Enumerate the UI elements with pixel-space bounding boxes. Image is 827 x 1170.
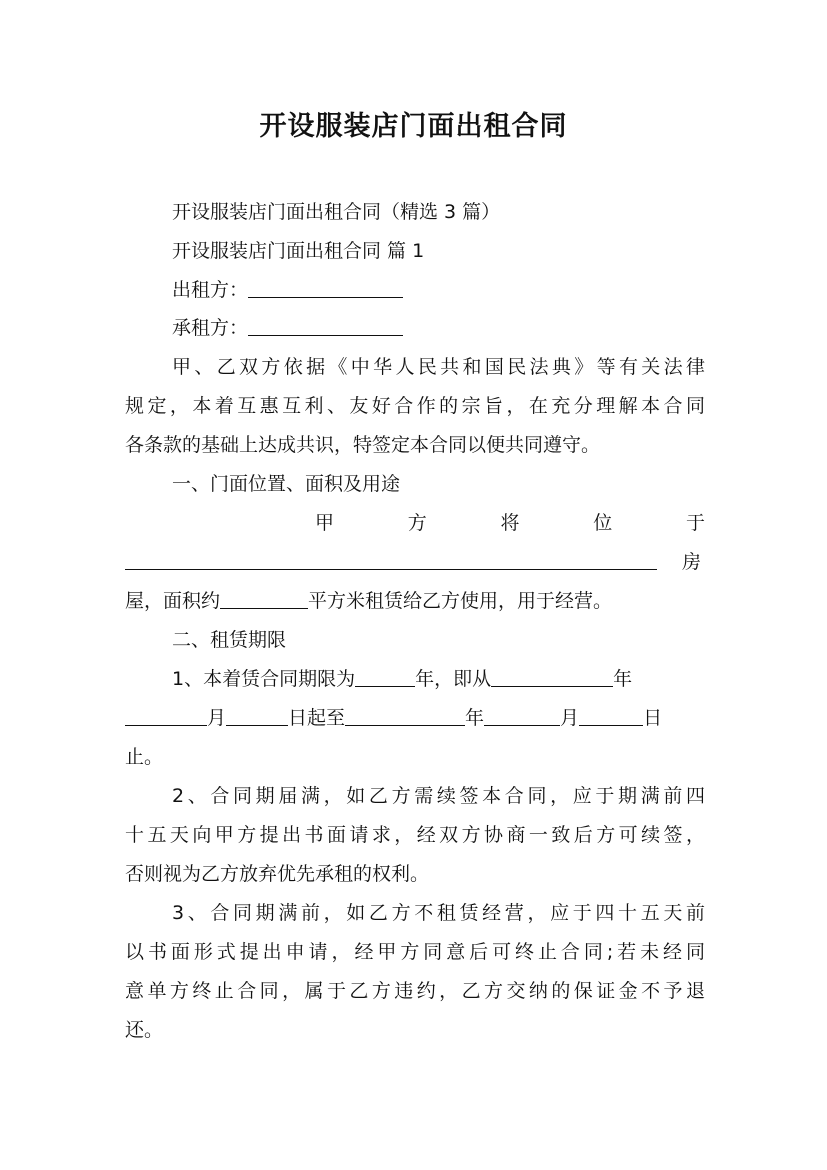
section-2-heading: 二、租赁期限: [172, 629, 287, 651]
document-title: 开设服装店门面出租合同: [259, 111, 568, 142]
intro-line-3: 各条款的基础上达成共识，特签定本合同以便共同遵守。: [125, 434, 601, 456]
years-blank: [355, 666, 415, 687]
term-line-2: [125, 704, 662, 732]
termination-line-1: 3、合同期满前，如乙方不租赁经营，应于四十五天前: [172, 902, 705, 924]
chapter-line: 开设服装店门面出租合同 篇 1: [172, 240, 425, 262]
term-text: 年: [465, 707, 485, 729]
location-word: 方: [407, 512, 427, 534]
area-usage-text: 平方米租赁给乙方使用，用于经营。: [308, 590, 613, 612]
term-text: 月: [207, 707, 227, 729]
termination-line-4: 还。: [125, 1019, 164, 1041]
end-year-blank: [345, 705, 465, 726]
renewal-line-2: 十五天向甲方提出书面请求，经双方协商一致后方可续签，: [125, 824, 705, 846]
renewal-line-1: 2、合同期届满，如乙方需续签本合同，应于期满前四: [172, 785, 705, 807]
location-word: 于: [685, 512, 705, 534]
location-words: [315, 509, 705, 537]
address-line: [125, 548, 705, 576]
lessee-blank: [248, 315, 403, 336]
lessee-label: 承租方：: [172, 317, 249, 339]
start-year-blank: [491, 666, 613, 687]
term-text: 日起至: [288, 707, 346, 729]
end-day-blank: [579, 705, 643, 726]
subtitle-line: 开设服装店门面出租合同（精选 3 篇）: [172, 201, 501, 223]
house-char: 房: [681, 551, 701, 573]
term-text: 月: [560, 707, 580, 729]
term-line-1: [172, 665, 632, 693]
section-1-heading: 一、门面位置、面积及用途: [172, 473, 401, 495]
area-label: 屋，面积约: [125, 590, 221, 612]
intro-line-2: 规定，本着互惠互利、友好合作的宗旨，在充分理解本合同: [125, 395, 705, 417]
lessor-blank: [248, 277, 403, 298]
address-blank: [125, 549, 657, 570]
termination-line-3: 意单方终止合同，属于乙方违约，乙方交纳的保证金不予退: [125, 980, 705, 1002]
term-line-3: 止。: [125, 746, 164, 768]
location-word: 将: [500, 512, 520, 534]
lessor-line: [172, 276, 403, 304]
lessee-line: [172, 314, 403, 342]
renewal-line-3: 否则视为乙方放弃优先承租的权利。: [125, 863, 430, 885]
term-text: 年，即从: [415, 668, 492, 690]
intro-line-1: 甲、乙双方依据《中华人民共和国民法典》等有关法律: [172, 356, 705, 378]
start-month-blank: [125, 705, 207, 726]
term-text: 年: [613, 668, 633, 690]
lessor-label: 出租方：: [172, 279, 249, 301]
area-blank: [220, 588, 308, 609]
end-month-blank: [484, 705, 560, 726]
start-day-blank: [226, 705, 288, 726]
termination-line-2: 以书面形式提出申请，经甲方同意后可终止合同;若未经同: [125, 941, 705, 963]
term-text: 日: [643, 707, 663, 729]
area-line: [125, 587, 612, 615]
term-text: 1、本着赁合同期限为: [172, 668, 356, 690]
location-word: 甲: [315, 512, 335, 534]
location-word: 位: [593, 512, 613, 534]
